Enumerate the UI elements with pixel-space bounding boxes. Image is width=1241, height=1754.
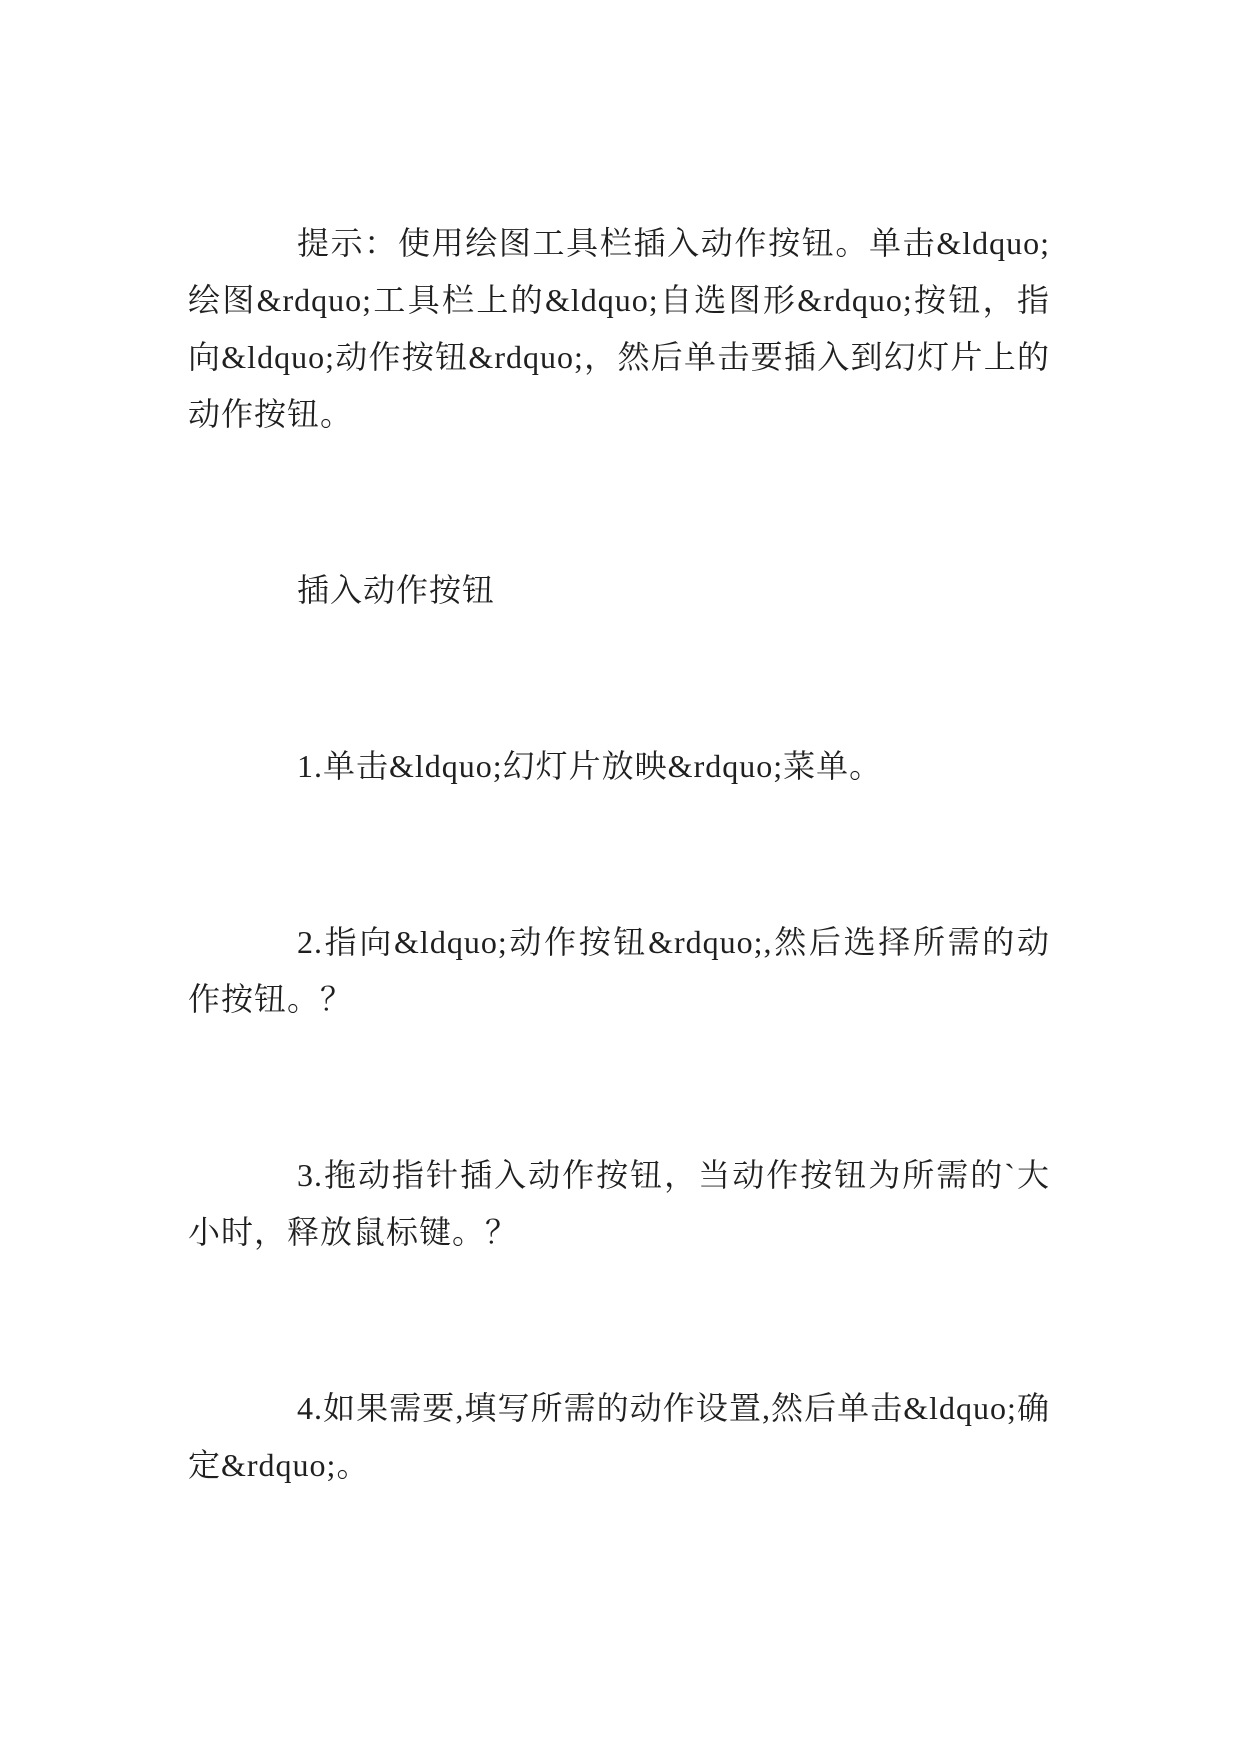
step-4-paragraph: 4.如果需要,填写所需的动作设置,然后单击&ldquo;确定&rdquo;。: [188, 1390, 1050, 1483]
step-1-paragraph: 1.单击&ldquo;幻灯片放映&rdquo;菜单。: [297, 748, 883, 784]
section-heading-insert-action-buttons: 插入动作按钮: [297, 572, 496, 608]
step-2-paragraph: 2.指向&ldquo;动作按钮&rdquo;,然后选择所需的动作按钮。？: [188, 924, 1050, 1017]
document-body: [188, 215, 1050, 1494]
step-3-paragraph: 3.拖动指针插入动作按钮，当动作按钮为所需的`大小时，释放鼠标键。？: [188, 1157, 1050, 1250]
tip-paragraph: 提示：使用绘图工具栏插入动作按钮。单击&ldquo;绘图&rdquo;工具栏上的&ldquo;自选图形&rdquo;按钮，指向&ldquo;动作按钮&rdquo;，然后单击要插入到幻灯片上的动作按钮。: [188, 225, 1050, 432]
